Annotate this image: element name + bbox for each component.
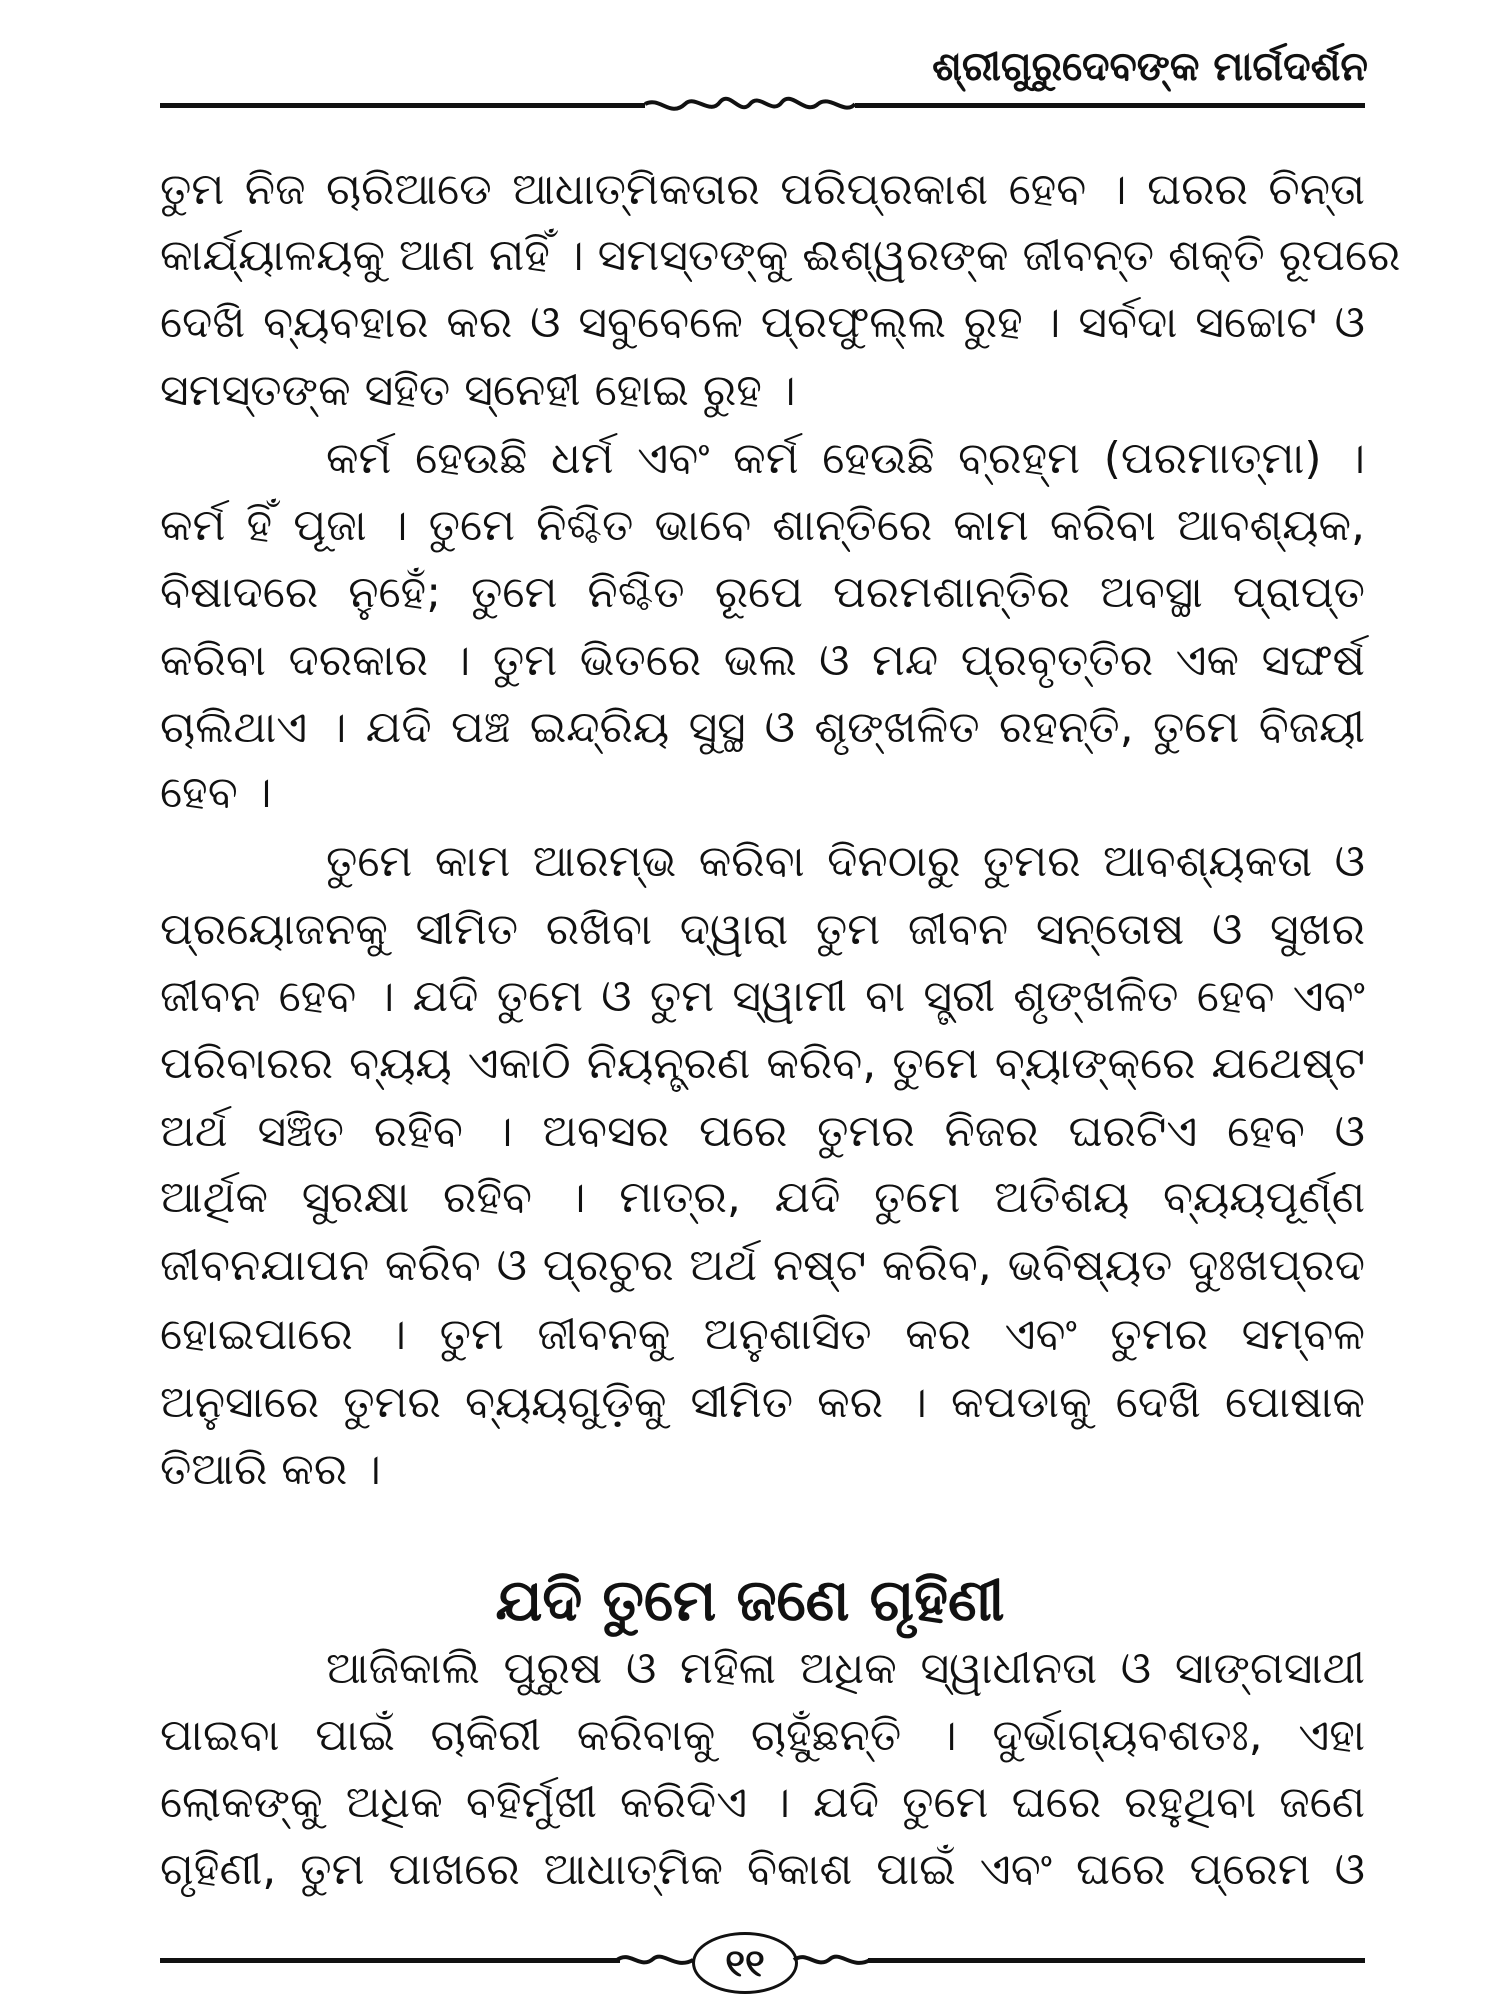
text-line: ଆଜିକାଲି ପୁରୁଷ ଓ ମହିଳା ଅଧିକ ସ୍ୱାଧୀନତା ଓ ସାଙ୍ଗସାଥୀ (326, 1643, 1365, 1694)
section-heading: ଯଦି ତୁମେ ଜଣେ ଗୃହିଣୀ (495, 1566, 1005, 1634)
text-line: ହେବ । (160, 767, 272, 818)
text-line: କର୍ମ ହିଁ ପୂଜା । ତୁମେ ନିଶ୍ଚିତ ଭାବେ ଶାନ୍ତିରେ କାମ କରିବା ଆବଶ୍ୟକ, (160, 500, 1365, 551)
page-number: ୧୧ (692, 1932, 798, 1994)
text-line: ତୁମ ନିଜ ଚାରିଆଡେ ଆଧାତ୍ମିକତାର ପରିପ୍ରକାଶ ହେବ । ଘରର ଚିନ୍ତା (160, 164, 1365, 215)
text-line: ଅର୍ଥ ସଞ୍ଚିତ ରହିବ । ଅବସର ପରେ ତୁମର ନିଜର ଘରଟିଏ ହେବ ଓ (160, 1106, 1365, 1157)
text-line: ବିଷାଦରେ ନୁହେଁ; ତୁମେ ନିଶ୍ଚିତ ରୂପେ ପରମଶାନ୍ତିର ଅବସ୍ଥା ପ୍ରାପ୍ତ (160, 567, 1365, 618)
text-line: ପ୍ରୟୋଜନକୁ ସୀମିତ ରଖିବା ଦ୍ୱାରା ତୁମ ଜୀବନ ସନ୍ତୋଷ ଓ ସୁଖର (160, 904, 1365, 955)
text-line: ପାଇବା ପାଇଁ ଚାକିରୀ କରିବାକୁ ଚାହୁଁଛନ୍ତି । ଦୁର୍ଭାଗ୍ୟବଶତଃ, ଏହା (160, 1710, 1365, 1761)
text-line: ଜୀବନ ହେବ । ଯଦି ତୁମେ ଓ ତୁମ ସ୍ୱାମୀ ବା ସ୍ତ୍ରୀ ଶୃଙ୍ଖଳିତ ହେବ ଏବଂ (160, 971, 1365, 1022)
text-line: ତୁମେ କାମ ଆରମ୍ଭ କରିବା ଦିନଠାରୁ ତୁମର ଆବଶ୍ୟକତା ଓ (326, 836, 1365, 887)
text-line: କରିବା ଦରକାର । ତୁମ ଭିତରେ ଭଲ ଓ ମନ୍ଦ ପ୍ରବୃତ୍ତିର ଏକ ସଙ୍ଘର୍ଷ (160, 635, 1365, 686)
text-line: ପରିବାରର ବ୍ୟୟ ଏକାଠି ନିୟନ୍ତ୍ରଣ କରିବ, ତୁମେ ବ୍ୟାଙ୍କ୍‌ରେ ଯଥେଷ୍ଟ (160, 1038, 1365, 1089)
text-line: ଦେଖି ବ୍ୟବହାର କର ଓ ସବୁବେଳେ ପ୍ରଫୁଲ୍ଲ ରୁହ । ସର୍ବଦା ସଚ୍ଚୋଟ ଓ (160, 297, 1365, 348)
text-line: ତିଆରି କର । (160, 1444, 381, 1495)
footer-ornament-right-icon (792, 1945, 872, 1975)
text-line: ସମସ୍ତଙ୍କ ସହିତ ସ୍ନେହୀ ହୋଇ ରୁହ । (160, 365, 796, 416)
text-line: କାର୍ଯ୍ୟାଳୟକୁ ଆଣ ନାହିଁ । ସମସ୍ତଙ୍କୁ ଈଶ୍ୱରଙ୍କ ଜୀବନ୍ତ ଶକ୍ତି ରୂପରେ (160, 230, 1401, 281)
text-line: ହୋଇପାରେ । ତୁମ ଜୀବନକୁ ଅନୁଶାସିତ କର ଏବଂ ତୁମର ସମ୍ବଳ (160, 1309, 1365, 1360)
text-line: ଅନୁସାରେ ତୁମର ବ୍ୟୟଗୁଡ଼ିକୁ ସୀମିତ କର । କପଡାକୁ ଦେଖି ପୋଷାକ (160, 1377, 1365, 1428)
text-line: ଲୋକଙ୍କୁ ଅଧିକ ବହିର୍ମୁଖୀ କରିଦିଏ । ଯଦି ତୁମେ ଘରେ ରହୁଥିବା ଜଣେ (160, 1777, 1365, 1828)
footer-rule-right (868, 1958, 1365, 1963)
header-rule-left (160, 103, 645, 108)
footer-ornament-left-icon (615, 1945, 695, 1975)
header-rule-right (855, 103, 1365, 108)
text-line: କର୍ମ ହେଉଛି ଧର୍ମ ଏବଂ କର୍ମ ହେଉଛି ବ୍ରହ୍ମ (ପରମାତ୍ମା) । (326, 433, 1365, 484)
text-line: ଜୀବନଯାପନ କରିବ ଓ ପ୍ରଚୁର ଅର୍ଥ ନଷ୍ଟ କରିବ, ଭବିଷ୍ୟତ ଦୁଃଖପ୍ରଦ (160, 1240, 1365, 1291)
header-title: ଶ୍ରୀଗୁରୁଦେବଙ୍କ ମାର୍ଗଦର୍ଶନ (932, 44, 1368, 90)
text-line: ଗୃହିଣୀ, ତୁମ ପାଖରେ ଆଧାତ୍ମିକ ବିକାଶ ପାଇଁ ଏବଂ ଘରେ ପ୍ରେମ ଓ (160, 1844, 1365, 1895)
text-line: ଚାଲିଥାଏ । ଯଦି ପଞ୍ଚ ଇନ୍ଦ୍ରିୟ ସୁସ୍ଥ ଓ ଶୃଙ୍ଖଳିତ ରହନ୍ତି, ତୁମେ ବିଜୟୀ (160, 702, 1365, 753)
footer-rule-left (160, 1958, 620, 1963)
header-ornament-icon (640, 86, 860, 126)
text-line: ଆର୍ଥିକ ସୁରକ୍ଷା ରହିବ । ମାତ୍ର, ଯଦି ତୁମେ ଅତିଶୟ ବ୍ୟୟପୂର୍ଣ୍ଣ (160, 1172, 1365, 1223)
